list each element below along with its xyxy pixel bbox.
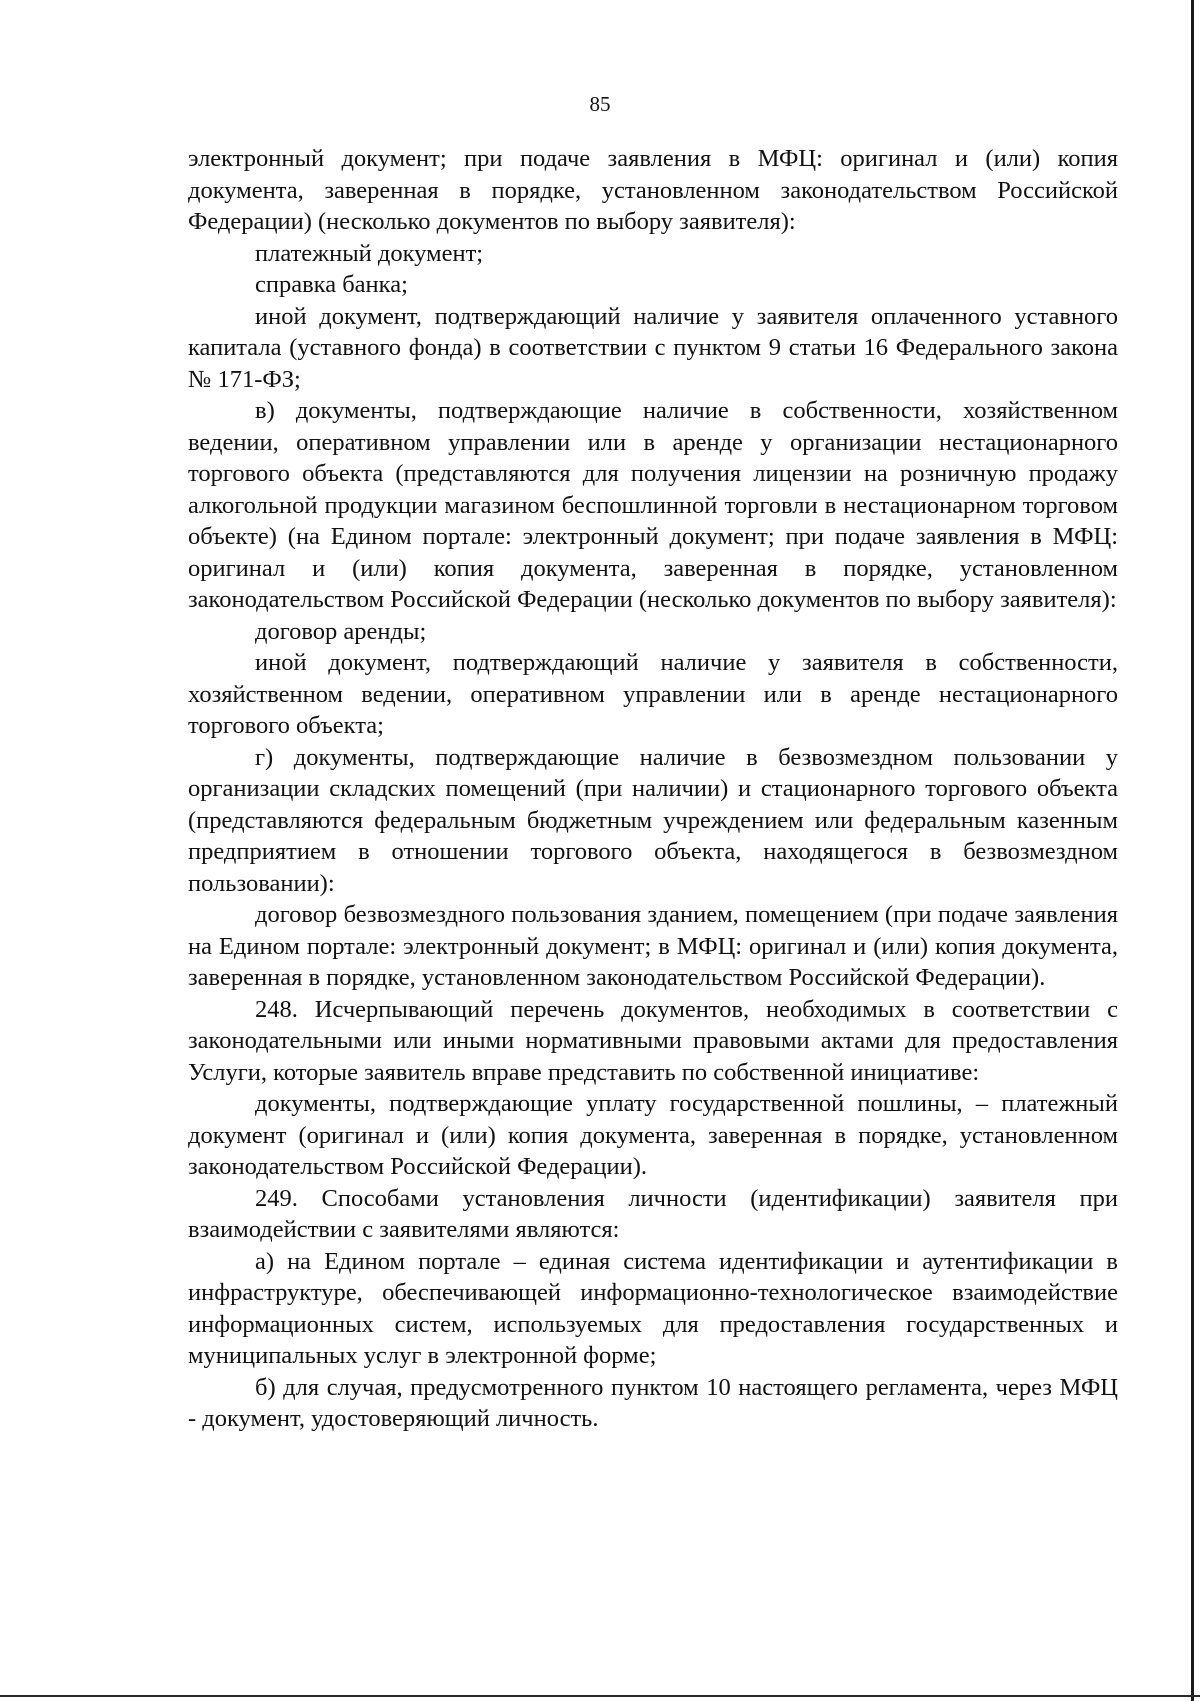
paragraph: справка банка; xyxy=(255,271,408,298)
paragraph: платежный документ; xyxy=(255,239,484,267)
paragraph: г) документы, подтверждающие наличие в безвозмездном пользовании у организации складских помещений (при наличии) и стационарного торгового объекта (представляются федеральным бюджетным учреждением или федеральным казенным предприятием в отношении торгового объекта, находящегося в безвозмездном пользовании): xyxy=(188,743,1118,897)
paragraph: а) на Едином портале – единая система идентификации и аутентификации в инфраструктуре, обеспечивающей информационно-технологическое взаимодействие информационных систем, используемых для предоставления государственных и муниципальных услуг в электронной форме; xyxy=(188,1247,1118,1369)
paragraph: договор безвозмездного пользования зданием, помещением (при подаче заявления на Едином портале: электронный документ; в МФЦ: оригинал и (или) копия документа, заверенная в порядке, установленном законодательством Российской Федерации). xyxy=(188,901,1118,991)
scan-border-bottom xyxy=(0,1695,1200,1697)
paragraph: 249. Способами установления личности (идентификации) заявителя при взаимодействии с заявителями являются: xyxy=(188,1184,1118,1243)
paragraph: документы, подтверждающие уплату государственной пошлины, – платежный документ (оригинал и (или) копия документа, заверенная в порядке, установленном законодательством Российской Федерации). xyxy=(188,1090,1118,1180)
document-body xyxy=(188,143,1118,1435)
page-number: 85 xyxy=(589,92,611,116)
paragraph: иной документ, подтверждающий наличие у заявителя оплаченного уставного капитала (уставного фонда) в соответствии с пунктом 9 статьи 16 Федерального закона № 171-ФЗ; xyxy=(188,302,1118,393)
paragraph: в) документы, подтверждающие наличие в собственности, хозяйственном ведении, оперативном управлении или в аренде у организации нестационарного торгового объекта (представляются для получения лицензии на розничную продажу алкогольной продукции магазином беспошлинной торговли в нестационарном торговом объекте) (на Едином портале: электронный документ; при подаче заявления в МФЦ: оригинал и (или) копия документа, заверенная в порядке, установленном законодательством Российской Федерации (несколько документов по выбору заявителя): xyxy=(188,397,1118,613)
paragraph: 248. Исчерпывающий перечень документов, необходимых в соответствии с законодательными или иными нормативными правовыми актами для предоставления Услуги, которые заявитель вправе представить по собственной инициативе: xyxy=(188,995,1118,1086)
paragraph: электронный документ; при подаче заявления в МФЦ: оригинал и (или) копия документа, заверенная в порядке, установленном законодательством Российской Федерации) (несколько документов по выбору заявителя): xyxy=(188,145,1118,235)
paragraph: иной документ, подтверждающий наличие у заявителя в собственности, хозяйственном ведении, оперативном управлении или в аренде нестационарного торгового объекта; xyxy=(188,649,1118,739)
paragraph: договор аренды; xyxy=(255,617,427,645)
scan-border-right xyxy=(1191,0,1194,1701)
paragraph: б) для случая, предусмотренного пунктом 10 настоящего регламента, через МФЦ - документ, удостоверяющий личность. xyxy=(188,1373,1118,1432)
